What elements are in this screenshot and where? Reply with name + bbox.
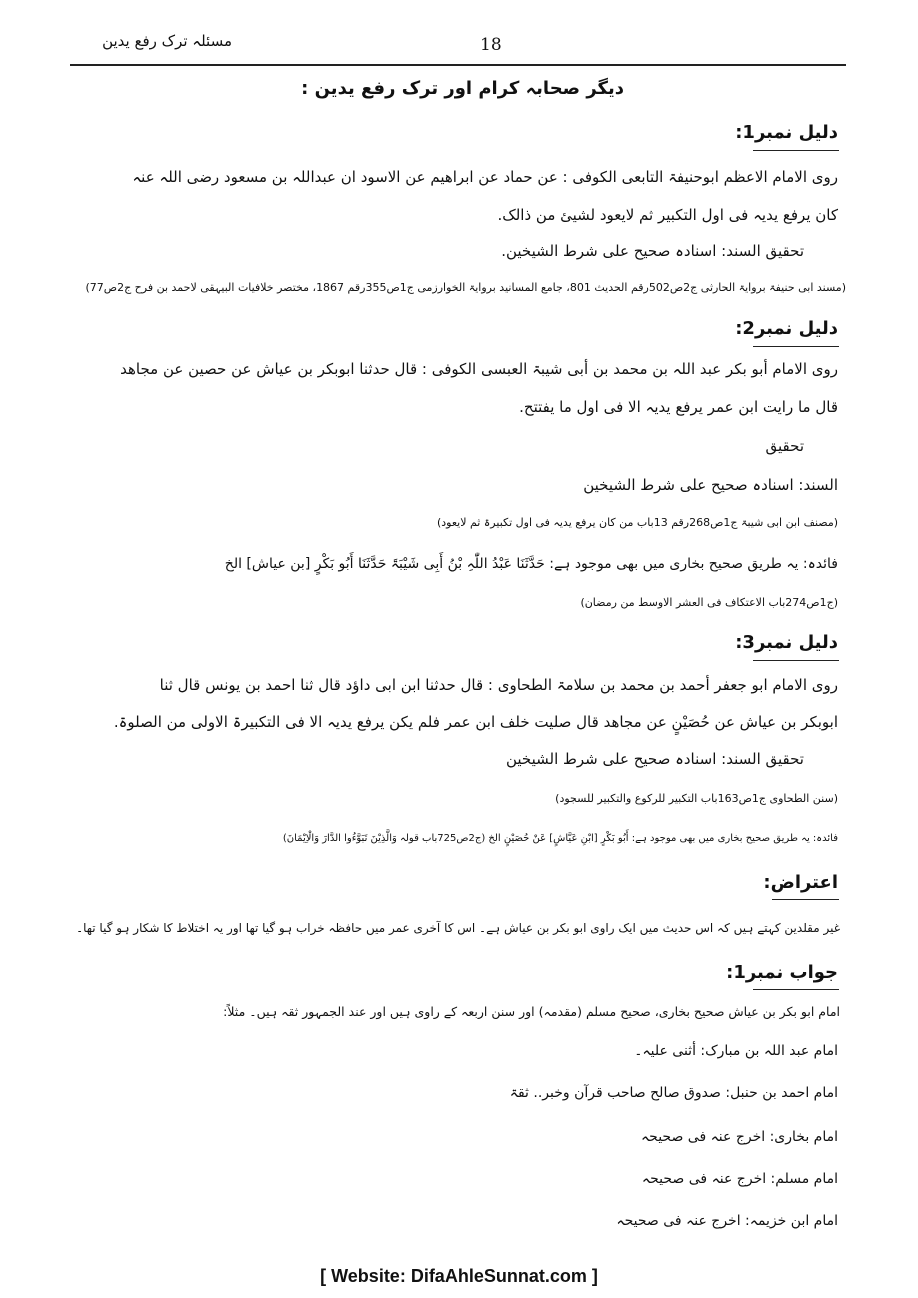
dalil-3-tahqeeq: تحقیق السند: اسنادہ صحیح علی شرط الشیخین: [505, 750, 804, 768]
page-number: 18: [480, 35, 502, 55]
dalil-2-underline: [753, 346, 839, 347]
dalil-1-underline: [753, 150, 839, 151]
objection-underline: [772, 899, 839, 900]
objection-text: غیر مقلدین کہتے ہیں کہ اس حدیث میں ایک راوی ابو بکر بن عیاش ہے۔ اس کا آخری عمر میں حافظہ خراب ہو گیا تھا اور یہ اختلاط کا شکار ہو گیا تھا۔: [76, 921, 840, 935]
website-footer: [ Website: DifaAhleSunnat.com ]: [320, 1266, 598, 1286]
list-item: امام بخاری: اخرج عنہ فی صحیحہ: [640, 1129, 838, 1145]
dalil-3-text-line-2: ابوبکر بن عیاش عن حُصَیْنٍ عن مجاھد قال صلیت خلف ابن عمر فلم یکن یرفع یدیہ الا فی التکبیرۃ الاولی من الصلوۃ.: [113, 713, 838, 731]
objection-heading: اعتراض:: [763, 872, 838, 893]
dalil-1-reference: (مسند ابی حنیفۃ بروایۃ الحارثی ج2ص502رقم الحدیث 801، جامع المسانید بروایۃ الخوارزمی ج1ص355رقم 1867، مختصر خلافیات البیہقی لاحمد بن فرح ج2ص77): [85, 281, 846, 294]
dalil-2-faida: فائدہ: یہ طریق صحیح بخاری میں بھی موجود ہے: حَدَّثَنَا عَبْدُ اللّٰہِ بْنُ أَبِی شَیْبَۃَ حَدَّثَنَا أَبُو بَکْرٍ [بن عیاش] الخ: [224, 556, 838, 572]
list-item: امام احمد بن حنبل: صدوق صالح صاحب قرآن وخبر.. ثقۃ: [509, 1085, 838, 1101]
list-item: امام مسلم: اخرج عنہ فی صحیحہ: [641, 1171, 838, 1187]
answer-1-heading: جواب نمبر1:: [726, 962, 838, 983]
dalil-1-text-line-2: کان یرفع یدیہ فی اول التکبیر ثم لایعود لشیئ من ذالک.: [497, 206, 838, 224]
dalil-3-text-line-1: روی الامام ابو جعفر أحمد بن محمد بن سلامۃ الطحاوی : قال حدثنا ابن ابی داؤد قال ثنا احمد بن یونس قال ثنا: [159, 676, 838, 694]
dalil-1-tahqeeq: تحقیق السند: اسنادہ صحیح علی شرط الشیخین.: [501, 242, 804, 260]
dalil-3-underline: [753, 660, 839, 661]
dalil-2-faida-reference: (ج1ص274باب الاعتکاف فی العشر الاوسط من رمضان): [580, 596, 838, 609]
dalil-2-tahqeeq-label: تحقیق: [765, 437, 804, 455]
dalil-2-text-line-1: روی الامام أبو بکر عبد اللہ بن محمد بن أبی شیبۃ العبسی الکوفی : قال حدثنا ابوبکر بن عیاش عن حصین عن مجاھد: [120, 360, 838, 378]
answer-1-intro: امام ابو بکر بن عیاش صحیح بخاری، صحیح مسلم (مقدمہ) اور سنن اربعہ کے راوی ہیں اور عند الجمہور ثقہ ہیں۔ مثلاً:: [223, 1004, 840, 1019]
header-rule: [70, 64, 846, 66]
dalil-2-heading: دلیل نمبر2:: [735, 318, 838, 339]
running-header-title: مسئلہ ترک رفع یدین: [102, 32, 232, 50]
dalil-2-sanad: السند: اسنادہ صحیح علی شرط الشیخین: [583, 476, 838, 494]
list-item: امام عبد اللہ بن مبارک: أثنی علیہ۔: [634, 1043, 838, 1059]
dalil-2-text-line-2: قال ما رایت ابن عمر یرفع یدیہ الا فی اول ما یفتتح.: [519, 398, 838, 416]
answer-1-underline: [753, 989, 839, 990]
dalil-3-faida: فائدہ: یہ طریق صحیح بخاری میں بھی موجود ہے: أَبُو بَکْرٍ [ابْنِ عَیَّاشٍ] عَنْ حُصَیْنٍ الخ (ج2ص725باب قولہ وَالَّذِیْنَ تَبَوَّءُوا الدَّارَ وَالْاِیْمَانَ): [282, 833, 838, 844]
dalil-3-reference: (سنن الطحاوی ج1ص163باب التکبیر للرکوع والتکبیر للسجود): [555, 792, 838, 805]
list-item: امام ابن خزیمہ: اخرج عنہ فی صحیحہ: [616, 1213, 838, 1229]
dalil-1-heading: دلیل نمبر1:: [735, 122, 838, 143]
section-heading: دیگر صحابہ کرام اور ترک رفع یدین :: [301, 78, 624, 99]
dalil-3-heading: دلیل نمبر3:: [735, 632, 838, 653]
dalil-2-reference: (مصنف ابن ابی شیبۃ ج1ص268رقم 13باب من کان یرفع یدیہ فی اول تکبیرۃ ثم لایعود): [436, 516, 838, 529]
dalil-1-text-line-1: روی الامام الاعظم ابوحنیفۃ التابعی الکوفی : عن حماد عن ابراھیم عن الاسود ان عبداللہ بن مسعود رضی اللہ عنہ: [132, 168, 838, 186]
